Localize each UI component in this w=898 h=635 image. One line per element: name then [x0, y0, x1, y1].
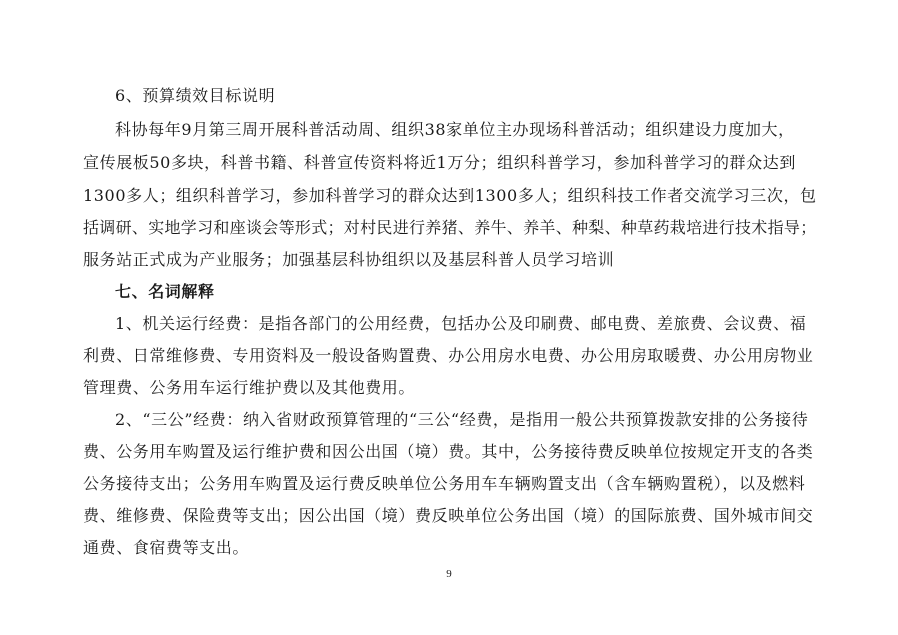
paragraph-line: 2、“三公”经费：纳入省财政预算管理的“三公“经费，是指用一般公共预算拨款安排的公务接待 [115, 410, 809, 429]
paragraph-line: 通费、食宿费等支出。 [83, 538, 250, 557]
section-7-heading: 七、名词解释 [115, 282, 215, 301]
paragraph-line: 费、维修费、保险费等支出；因公出国（境）费反映单位公务出国（境）的国际旅费、国外城市间交 [83, 506, 814, 525]
paragraph-line: 费、公务用车购置及运行维护费和因公出国（境）费。其中，公务接待费反映单位按规定开支的各类 [83, 442, 814, 461]
page-number: 9 [446, 568, 452, 580]
paragraph-line: 1300多人；组织科普学习，参加科普学习的群众达到1300多人；组织科技工作者交流学习三次，包 [83, 186, 817, 205]
paragraph-line: 公务接待支出；公务用车购置及运行费反映单位公务用车车辆购置支出（含车辆购置税），以及燃料 [83, 474, 806, 493]
paragraph-line: 服务站正式成为产业服务；加强基层科协组织以及基层科普人员学习培训 [83, 250, 615, 269]
paragraph-line: 管理费、公务用车运行维护费以及其他费用。 [83, 378, 416, 397]
section-6-heading: 6、预算绩效目标说明 [115, 86, 276, 105]
paragraph-line: 科协每年9月第三周开展科普活动周、组织38家单位主办现场科普活动；组织建设力度加大， [115, 120, 795, 139]
paragraph-line: 宣传展板50多块，科普书籍、科普宣传资料将近1万分；组织科普学习，参加科普学习的群众达到 [83, 153, 796, 172]
paragraph-line: 括调研、实地学习和座谈会等形式；对村民进行养猪、养牛、养羊、种梨、种草药栽培进行技术指导； [83, 218, 817, 237]
paragraph-line: 1、机关运行经费：是指各部门的公用经费，包括办公及印刷费、邮电费、差旅费、会议费、福 [115, 314, 807, 333]
paragraph-line: 利费、日常维修费、专用资料及一般设备购置费、办公用房水电费、办公用房取暖费、办公用房物业 [83, 346, 814, 365]
